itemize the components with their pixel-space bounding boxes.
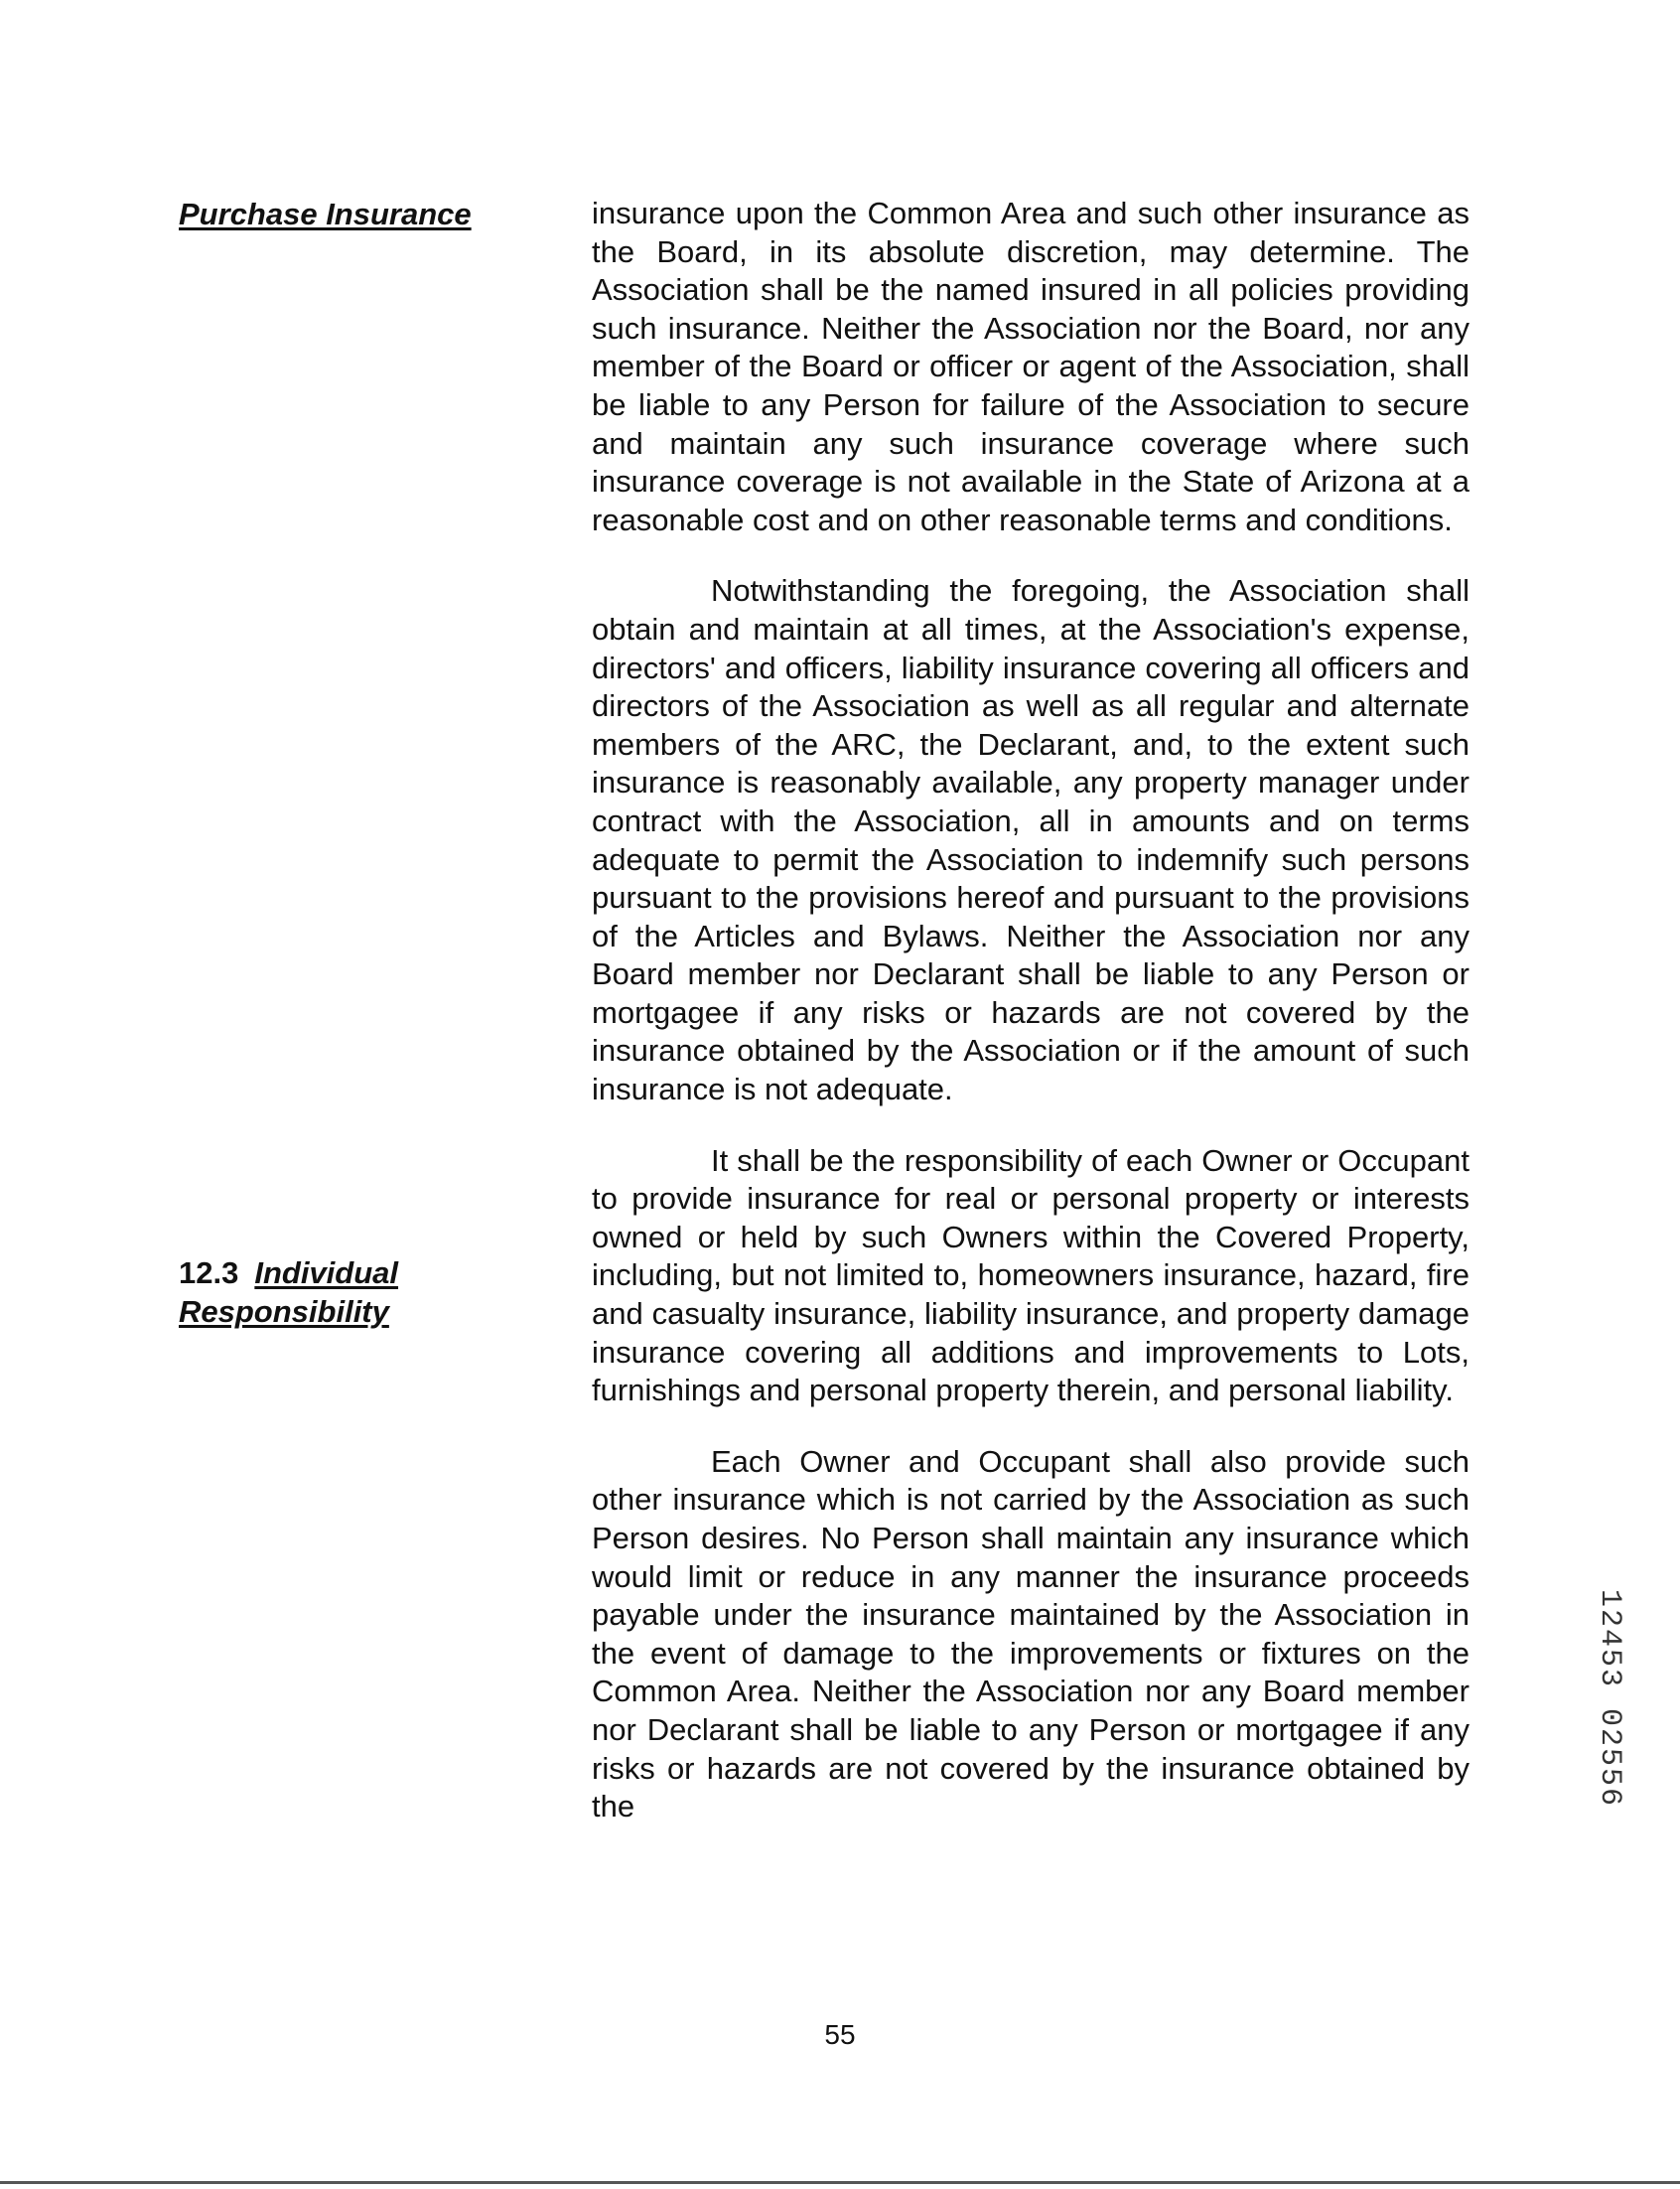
heading-responsibility-text: Responsibility (179, 1294, 389, 1329)
paragraph-notwithstanding: Notwithstanding the foregoing, the Association shall obtain and maintain at all times, at the Association's expense, directors' and officers, liability insurance covering all officers and directors of the Association as well as all regular and alternate members of the ARC, the Declarant, and, to the extent such insurance is reasonably available, any property manager under contract with the Association, all in amounts and on terms adequate to permit the Association to indemnify such persons pursuant to the provisions hereof and pursuant to the provisions of the Articles and Bylaws. Neither the Association nor any Board member nor Declarant shall be liable to any Person or mortgagee if any risks or hazards are not covered by the insurance obtained by the Association or if the amount of such insurance is not adequate. (592, 573, 1470, 1107)
paragraph-owner-responsibility: It shall be the responsibility of each Owner or Occupant to provide insurance for real or personal property or interests owned or held by such Owners within the Covered Property, including, but not limited to, homeowners insurance, hazard, fire and casualty insurance, liability insurance, and property damage insurance covering all additions and improvements to Lots, furnishings and personal property therein, and personal liability. (592, 1142, 1470, 1408)
heading-individual-text: Individual (254, 1255, 399, 1290)
recording-stamp: 12453 02556 (1593, 1589, 1626, 1809)
heading-purchase-insurance-text: Purchase Insurance (179, 197, 472, 231)
paragraph-purchase-insurance: insurance upon the Common Area and such other insurance as the Board, in its absolute discretion, may determine. The Association shall be the named insured in all policies providing such insurance. Neither the Association nor the Board, nor any member of the Board or officer or agent of the Association, shall be liable to any Person for failure of the Association to secure and maintain any such insurance coverage where such insurance coverage is not available in the State of Arizona at a reasonable cost and on other reasonable terms and conditions. (592, 196, 1470, 537)
page-number: 55 (824, 2019, 856, 2050)
section-number: 12.3 (179, 1255, 239, 1290)
bottom-scan-rule (0, 2181, 1680, 2184)
heading-individual-responsibility (179, 1253, 398, 1331)
heading-purchase-insurance (179, 195, 472, 233)
paragraph-other-insurance: Each Owner and Occupant shall also provide such other insurance which is not carried by the Association as such Person desires. No Person shall maintain any insurance which would limit or reduce in any manner the insurance proceeds payable under the insurance maintained by the Association in the event of damage to the improvements or fixtures on the Common Area. Neither the Association nor any Board member nor Declarant shall be liable to any Person or mortgagee if any risks or hazards are not covered by the insurance obtained by the (592, 1443, 1470, 1824)
body-column (592, 195, 1470, 1859)
